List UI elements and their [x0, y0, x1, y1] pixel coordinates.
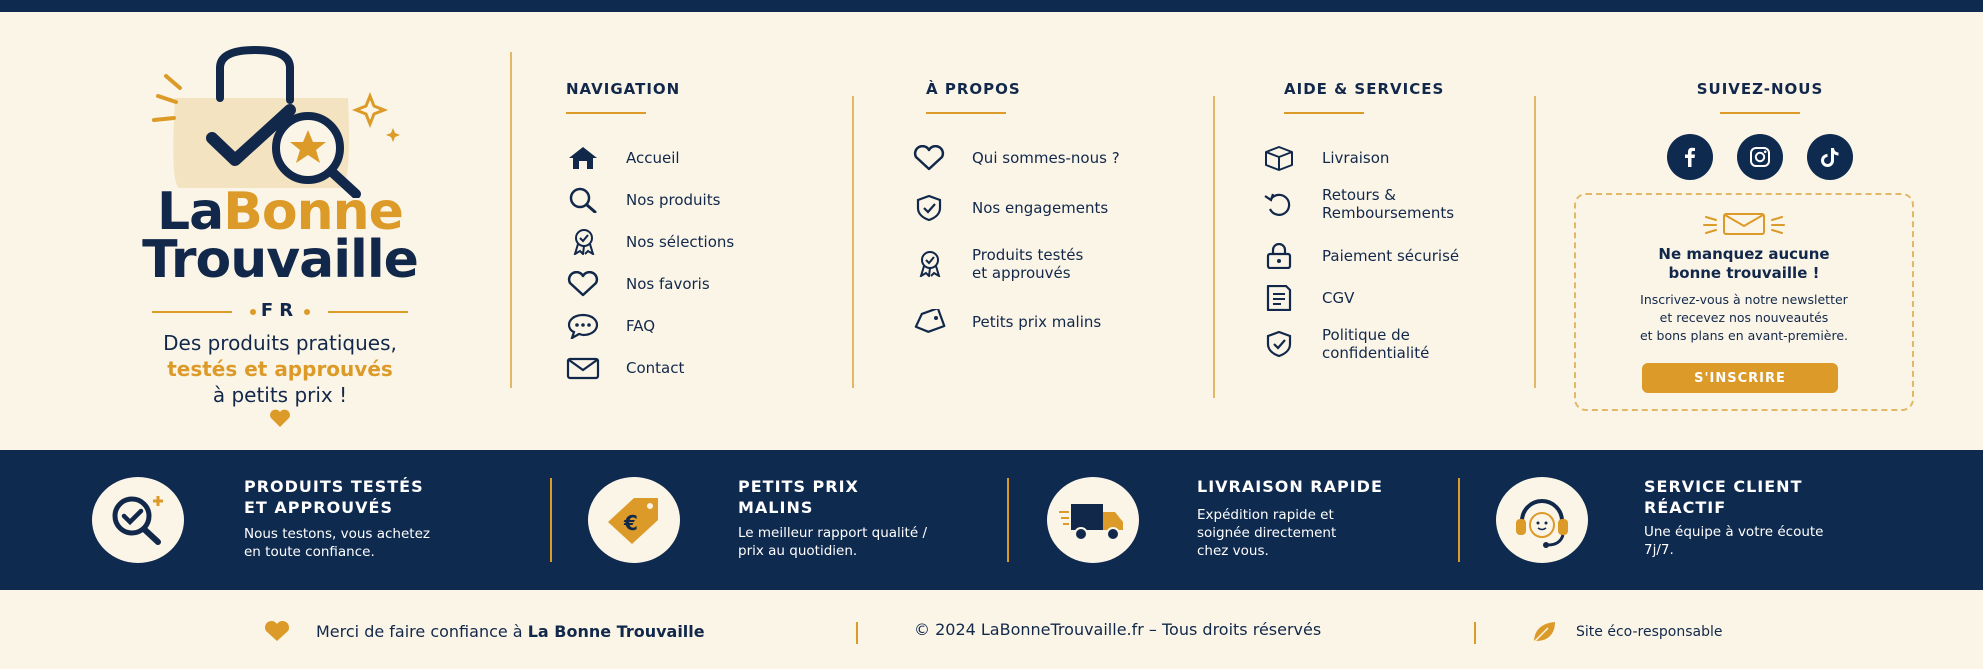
heart-icon	[262, 620, 292, 642]
svg-text:€: €	[624, 511, 638, 535]
footer-divider	[1474, 622, 1476, 644]
tiktok-icon[interactable]	[1807, 134, 1853, 180]
help-link-label: Retours & Remboursements	[1322, 186, 1455, 222]
subscribe-button[interactable]: S'INSCRIRE	[1642, 363, 1838, 393]
feature-desc: Expédition rapide et soignée directement chez vous.	[1197, 507, 1337, 559]
feature-desc: Une équipe à votre écoute 7j/7.	[1644, 524, 1824, 558]
help-link-retours[interactable]	[1262, 186, 1454, 222]
feature-delivery	[1047, 450, 1447, 590]
help-link-label: CGV	[1322, 289, 1355, 307]
help-link-paiement[interactable]	[1262, 242, 1459, 270]
return-icon	[1262, 190, 1298, 218]
social-column	[1640, 80, 1880, 114]
nav-link-contact[interactable]	[566, 354, 684, 382]
envelope-icon	[1702, 211, 1786, 237]
shopping-bag-check-icon	[140, 38, 430, 198]
brand-tagline	[80, 330, 480, 408]
help-link-label: Paiement sécurisé	[1322, 247, 1460, 265]
mail-icon	[566, 354, 602, 382]
feature-tested	[92, 450, 522, 590]
help-link-label: Politique de confidentialité	[1322, 326, 1430, 362]
newsletter-title: Ne manquez aucune bonne trouvaille !	[1658, 245, 1830, 282]
feature-divider	[550, 478, 552, 562]
search-icon	[566, 186, 602, 214]
home-icon	[566, 144, 602, 172]
nav-link-label: Nos sélections	[626, 233, 735, 251]
navigation-column	[566, 80, 826, 380]
tagline-line1: Des produits pratiques,	[163, 331, 397, 355]
newsletter-text: Inscrivez-vous à notre newsletter et recevez nos nouveautés et bons plans en avant-première.	[1639, 292, 1849, 343]
nav-link-favoris[interactable]	[566, 270, 710, 298]
about-link-qui[interactable]	[912, 144, 1120, 172]
footer-brand: La Bonne Trouvaille	[527, 621, 705, 641]
document-icon	[1262, 284, 1298, 312]
column-divider	[1534, 96, 1536, 388]
feature-divider	[1007, 478, 1009, 562]
newsletter-box	[1574, 193, 1914, 411]
feature-support	[1496, 450, 1916, 590]
truck-icon	[1047, 477, 1139, 563]
feature-title: PETITS PRIX MALINS	[738, 477, 859, 517]
column-divider	[510, 52, 512, 388]
heart-icon	[566, 270, 602, 298]
about-link-label: Nos engagements	[972, 199, 1109, 217]
feature-title: SERVICE CLIENT RÉACTIF	[1644, 477, 1803, 517]
feature-desc: Nous testons, vous achetez en toute confiance.	[244, 526, 430, 560]
top-bar	[0, 0, 1983, 12]
brand-suffix: FR	[260, 300, 300, 321]
brand-name-line2: Trouvaille	[142, 230, 418, 290]
lock-icon	[1262, 242, 1298, 270]
about-link-testes[interactable]	[912, 246, 1083, 282]
feature-desc: Le meilleur rapport qualité / prix au quotidien.	[738, 525, 927, 559]
column-divider	[852, 96, 854, 388]
about-link-label: Petits prix malins	[972, 313, 1102, 331]
nav-link-label: FAQ	[626, 317, 656, 335]
help-column	[1262, 80, 1522, 380]
nav-link-label: Nos produits	[626, 191, 721, 209]
box-icon	[1262, 144, 1298, 172]
nav-link-faq[interactable]	[566, 312, 655, 340]
chat-icon	[566, 312, 602, 340]
facebook-icon[interactable]	[1667, 134, 1713, 180]
brand-logo[interactable]	[80, 30, 480, 430]
about-link-label: Produits testés et approuvés	[972, 246, 1084, 282]
column-divider	[1213, 96, 1215, 398]
help-title: AIDE & SERVICES	[1284, 80, 1445, 98]
brand-name-part1: La	[157, 182, 224, 242]
feature-divider	[1458, 478, 1460, 562]
feature-title: PRODUITS TESTÉS ET APPROUVÉS	[244, 477, 424, 517]
nav-link-label: Accueil	[626, 149, 680, 167]
about-title: À PROPOS	[926, 80, 1021, 98]
tagline-line3: à petits prix !	[212, 383, 348, 407]
award-icon	[566, 228, 602, 256]
shield-check-icon	[1262, 330, 1298, 358]
instagram-icon[interactable]	[1737, 134, 1783, 180]
footer-thanks	[262, 620, 705, 642]
nav-link-label: Nos favoris	[626, 275, 710, 293]
footer-thanks-text: Merci de faire confiance à	[316, 621, 523, 641]
about-link-engagements[interactable]	[912, 194, 1108, 222]
tagline-line2: testés et approuvés	[167, 357, 393, 381]
navigation-title: NAVIGATION	[566, 80, 681, 98]
footer-eco[interactable]	[1530, 620, 1722, 644]
headset-icon	[1496, 477, 1588, 563]
about-column	[912, 80, 1202, 380]
features-band	[0, 450, 1983, 590]
brand-name-part2: Bonne	[223, 182, 403, 242]
nav-link-produits[interactable]	[566, 186, 720, 214]
help-link-cgv[interactable]	[1262, 284, 1354, 312]
help-link-livraison[interactable]	[1262, 144, 1389, 172]
social-title: SUIVEZ-NOUS	[1696, 80, 1824, 98]
nav-link-accueil[interactable]	[566, 144, 680, 172]
leaf-icon	[1530, 620, 1558, 644]
about-link-label: Qui sommes-nous ?	[972, 149, 1120, 167]
magnifier-check-icon	[92, 477, 184, 563]
about-link-prix[interactable]	[912, 308, 1101, 336]
footer-copyright: © 2024 LaBonneTrouvaille.fr – Tous droits réservés	[914, 620, 1322, 639]
footer-eco-text: Site éco-responsable	[1576, 624, 1723, 640]
brand-name	[80, 182, 480, 290]
nav-link-selections[interactable]	[566, 228, 734, 256]
help-link-confidentialite[interactable]	[1262, 326, 1429, 362]
euro-tag-icon	[588, 477, 680, 563]
award-icon	[912, 250, 948, 278]
feature-title: LIVRAISON RAPIDE	[1197, 477, 1383, 496]
heart-icon	[268, 408, 292, 428]
shield-check-icon	[912, 194, 948, 222]
footer-divider	[856, 622, 858, 644]
brand-suffix-line	[152, 300, 408, 324]
footer	[0, 590, 1983, 669]
help-link-label: Livraison	[1322, 149, 1390, 167]
heart-icon	[912, 144, 948, 172]
nav-link-label: Contact	[626, 359, 685, 377]
feature-price	[588, 450, 988, 590]
tag-icon	[912, 308, 948, 336]
